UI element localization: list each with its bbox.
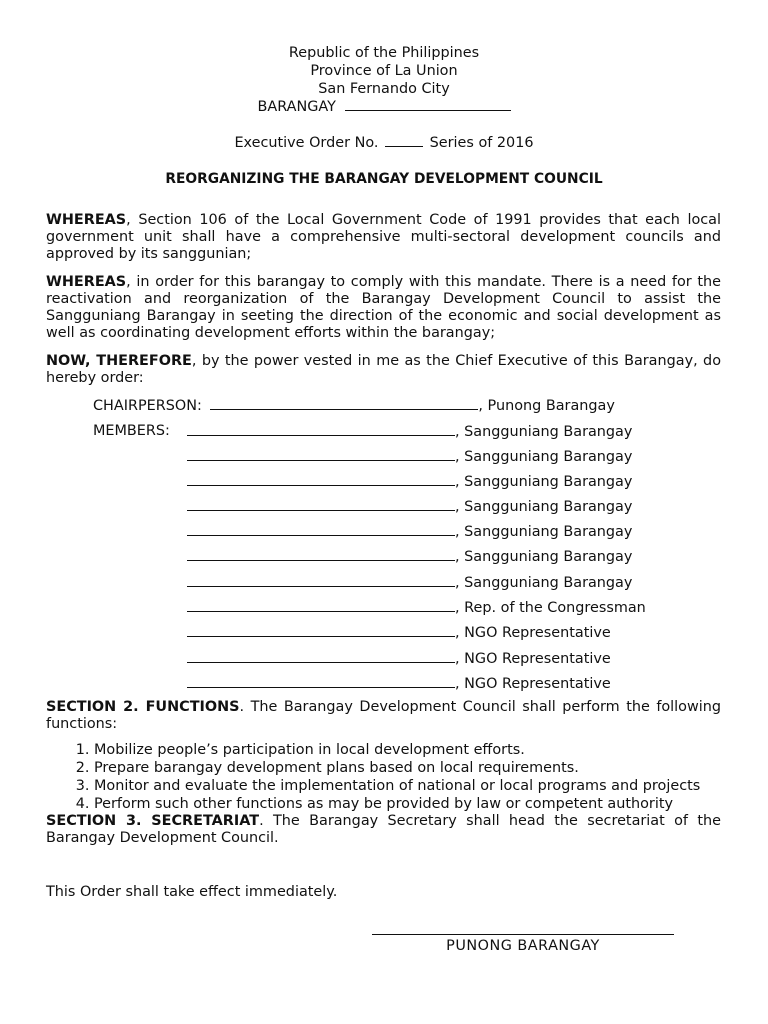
province-line: Province of La Union (310, 63, 458, 79)
section-3-text: . The Barangay Secretary shall head the secretariat of the Barangay Development Council. (46, 813, 721, 846)
whereas-lead-2: WHEREAS (46, 274, 127, 290)
member-name-blank (187, 472, 455, 486)
member-name-blank (187, 573, 455, 587)
function-item: 3. Monitor and evaluate the implementation of national or local programs and projects (94, 777, 754, 795)
member-row (187, 649, 611, 667)
eo-number-blank (385, 134, 423, 147)
section-3-paragraph (46, 813, 721, 847)
barangay-label: BARANGAY (257, 99, 336, 115)
member-row (187, 573, 632, 591)
city-line: San Fernando City (318, 81, 450, 97)
chairperson-label: CHAIRPERSON: (93, 398, 202, 414)
member-role: , Sangguniang Barangay (455, 499, 633, 515)
function-item: 1. Mobilize people’s participation in local development efforts. (94, 741, 754, 759)
section-2-lead: SECTION 2. FUNCTIONS (46, 699, 240, 715)
function-item: 2. Prepare barangay development plans based on local requirements. (94, 759, 754, 777)
member-role: , Rep. of the Congressman (455, 600, 646, 616)
member-role: , Sangguniang Barangay (455, 449, 633, 465)
member-name-blank (187, 547, 455, 561)
member-name-blank (187, 447, 455, 461)
barangay-line (0, 98, 768, 116)
whereas-paragraph-2 (46, 274, 721, 342)
functions-list (46, 741, 754, 813)
now-therefore-paragraph (46, 353, 721, 387)
member-row (187, 447, 632, 465)
eo-prefix: Executive Order No. (234, 135, 379, 151)
section-3-lead: SECTION 3. SECRETARIAT (46, 813, 260, 829)
now-therefore-text: , by the power vested in me as the Chief Executive of this Barangay, do hereby order: (46, 353, 722, 386)
section-2-paragraph (46, 699, 721, 733)
whereas-lead-1: WHEREAS (46, 212, 127, 228)
member-row (187, 472, 632, 490)
member-name-blank (187, 497, 455, 511)
chairperson-role: , Punong Barangay (478, 398, 615, 414)
whereas-text-1: , Section 106 of the Local Government Code of 1991 provides that each local government unit shall have a comprehensive multi-sectoral development councils and approved by its sanggunian; (46, 212, 721, 262)
republic-line: Republic of the Philippines (288, 45, 480, 61)
member-name-blank (187, 623, 455, 637)
member-role: , NGO Representative (455, 651, 611, 667)
member-name-blank (187, 422, 455, 436)
members-label: MEMBERS: (93, 423, 170, 439)
member-name-blank (187, 598, 455, 612)
signature-line (372, 934, 674, 935)
signature-label: PUNONG BARANGAY (446, 938, 600, 954)
eo-series: Series of 2016 (429, 135, 534, 151)
document-title: REORGANIZING THE BARANGAY DEVELOPMENT COUNCIL (165, 171, 603, 187)
executive-order-number (0, 134, 768, 152)
member-row (187, 547, 632, 565)
member-name-blank (187, 674, 455, 688)
member-role: , NGO Representative (455, 676, 611, 692)
whereas-paragraph-1 (46, 212, 721, 263)
chairperson-name-blank (210, 396, 478, 410)
member-role: , Sangguniang Barangay (455, 549, 633, 565)
document-header (0, 44, 768, 116)
member-name-blank (187, 649, 455, 663)
member-row (187, 422, 632, 440)
member-row (187, 497, 632, 515)
effectivity-clause: This Order shall take effect immediately. (46, 884, 338, 900)
barangay-name-blank (345, 98, 511, 111)
member-role: , Sangguniang Barangay (455, 424, 633, 440)
member-role: , Sangguniang Barangay (455, 474, 633, 490)
whereas-text-2: , in order for this barangay to comply with this mandate. There is a need for the reactivation and reorganization of the Barangay Development Council to assist the Sangguniang Barangay in seeting the direction of the economic and social development as well as coordinating development efforts within the barangay; (46, 274, 721, 341)
member-row (187, 674, 611, 692)
member-role: , NGO Representative (455, 625, 611, 641)
member-row (187, 598, 646, 616)
member-role: , Sangguniang Barangay (455, 575, 633, 591)
member-name-blank (187, 522, 455, 536)
now-therefore-lead: NOW, THEREFORE (46, 353, 192, 369)
section-2-text: . The Barangay Development Council shall perform the following functions: (46, 699, 722, 732)
member-row (187, 623, 611, 641)
member-row (187, 522, 632, 540)
chairperson-row (93, 396, 615, 414)
member-role: , Sangguniang Barangay (455, 524, 633, 540)
function-item: 4. Perform such other functions as may be provided by law or competent authority (94, 795, 754, 813)
